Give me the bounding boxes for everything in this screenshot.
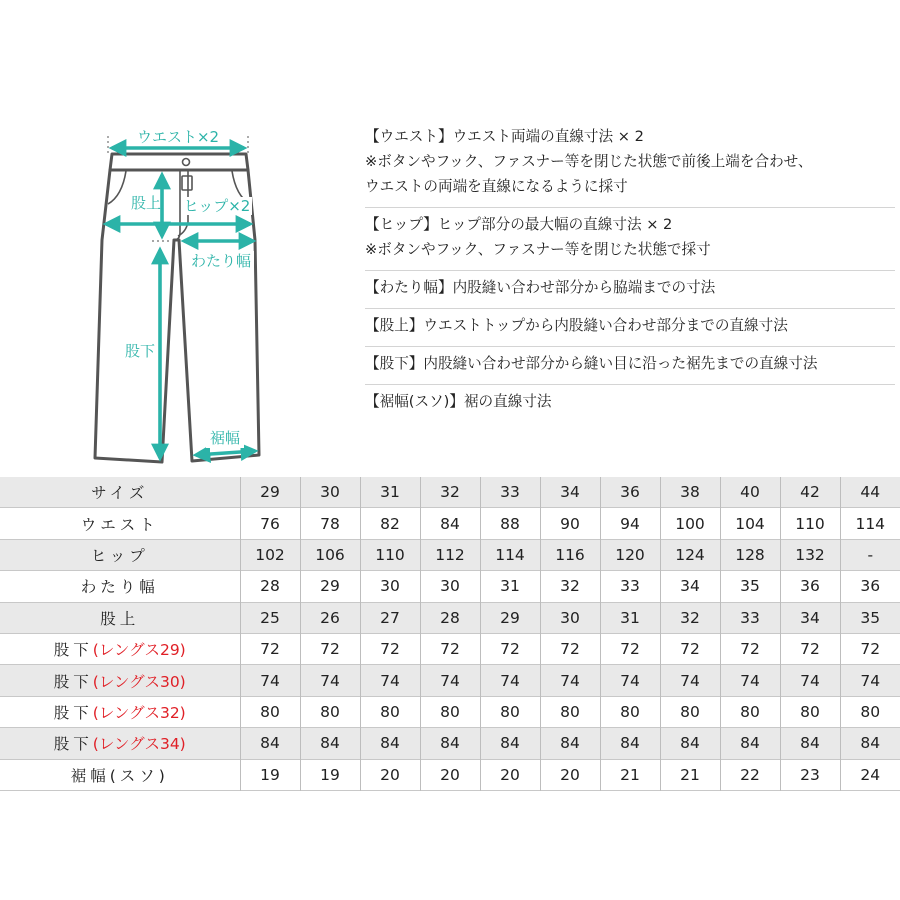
table-row — [0, 571, 900, 602]
table-cell: 19 — [300, 759, 360, 790]
table-cell: 72 — [420, 633, 480, 664]
table-cell: 74 — [240, 665, 300, 696]
rise-label: 股上 — [130, 194, 162, 212]
desc-line: 【ヒップ】ヒップ部分の最大幅の直線寸法 × 2 — [365, 216, 673, 233]
table-cell: 84 — [780, 728, 840, 759]
table-header-row — [0, 477, 900, 508]
row-label — [0, 571, 240, 602]
desc-line: 【裾幅(スソ)】裾の直線寸法 — [365, 393, 552, 410]
table-cell: 80 — [720, 696, 780, 727]
table-cell: 72 — [600, 633, 660, 664]
row-label-text: 股下 — [53, 641, 93, 660]
table-cell: 27 — [360, 602, 420, 633]
table-cell: 72 — [480, 633, 540, 664]
table-cell: 84 — [720, 728, 780, 759]
pants-measurement-diagram — [0, 0, 360, 470]
table-cell: 120 — [600, 539, 660, 570]
table-cell: 116 — [540, 539, 600, 570]
table-cell: 74 — [540, 665, 600, 696]
desc-hem — [365, 385, 895, 422]
table-cell: 104 — [720, 508, 780, 539]
table-cell: 74 — [840, 665, 900, 696]
table-cell: 21 — [660, 759, 720, 790]
row-label-text: 裾幅(スソ) — [70, 766, 169, 785]
size-header-cell: 44 — [840, 477, 900, 508]
table-cell: 25 — [240, 602, 300, 633]
table-cell: 80 — [300, 696, 360, 727]
table-cell: 30 — [540, 602, 600, 633]
table-cell: 72 — [300, 633, 360, 664]
row-label — [0, 728, 240, 759]
table-cell: 132 — [780, 539, 840, 570]
table-cell: 84 — [600, 728, 660, 759]
desc-waist — [365, 120, 895, 208]
row-label-text: 股下 — [53, 703, 93, 722]
row-label — [0, 696, 240, 727]
table-cell: 32 — [540, 571, 600, 602]
table-cell: 20 — [480, 759, 540, 790]
table-cell: 84 — [300, 728, 360, 759]
size-header-cell: 33 — [480, 477, 540, 508]
row-label — [0, 539, 240, 570]
table-cell: 24 — [860, 765, 881, 784]
table-cell: 84 — [420, 508, 480, 539]
table-cell: 31 — [480, 571, 540, 602]
table-cell: 80 — [660, 696, 720, 727]
size-table — [0, 477, 900, 791]
table-cell: 31 — [600, 602, 660, 633]
table-cell: 30 — [420, 571, 480, 602]
table-cell: 28 — [420, 602, 480, 633]
size-header-cell: 29 — [240, 477, 300, 508]
table-cell: 72 — [720, 633, 780, 664]
desc-thigh — [365, 271, 895, 309]
row-label — [0, 759, 240, 790]
row-label-length: (レングス30) — [92, 672, 186, 691]
table-cell: 88 — [480, 508, 540, 539]
row-label-text: 股下 — [53, 672, 93, 691]
table-cell: 84 — [840, 728, 900, 759]
table-cell: 26 — [300, 602, 360, 633]
table-cell: 29 — [300, 571, 360, 602]
desc-inseam — [365, 347, 895, 385]
table-cell: 74 — [600, 665, 660, 696]
table-cell: 80 — [860, 702, 881, 721]
table-cell: 74 — [360, 665, 420, 696]
table-cell: 76 — [240, 508, 300, 539]
table-row — [0, 728, 900, 759]
table-cell: 84 — [480, 728, 540, 759]
table-cell: 80 — [360, 696, 420, 727]
table-cell: 90 — [540, 508, 600, 539]
measurement-descriptions — [365, 120, 895, 422]
row-label — [0, 477, 240, 508]
table-cell: 35 — [720, 571, 780, 602]
table-cell: 36 — [860, 577, 881, 596]
desc-line: ※ボタンやフック、ファスナー等を閉じた状態で前後上端を合わせ、 — [365, 153, 813, 170]
row-label-text: 股下 — [53, 735, 93, 754]
row-label-length: (レングス32) — [92, 703, 186, 722]
table-cell: 84 — [360, 728, 420, 759]
row-label-text: ウエスト — [80, 515, 159, 534]
desc-hip — [365, 208, 895, 271]
table-row — [0, 759, 900, 790]
table-cell: 106 — [300, 539, 360, 570]
table-cell: 72 — [240, 633, 300, 664]
table-cell: 32 — [660, 602, 720, 633]
table-cell: 74 — [300, 665, 360, 696]
table-cell: 114 — [480, 539, 540, 570]
table-cell: 110 — [360, 539, 420, 570]
table-cell: 74 — [480, 665, 540, 696]
hem-label: 裾幅 — [209, 429, 241, 447]
table-cell: 84 — [540, 728, 600, 759]
size-header-cell: 31 — [360, 477, 420, 508]
size-header-cell: 38 — [660, 477, 720, 508]
inseam-label: 股下 — [124, 342, 156, 360]
hip-label: ヒップ×2 — [183, 197, 251, 215]
table-cell: 23 — [780, 759, 840, 790]
table-row — [0, 539, 900, 570]
table-cell: 80 — [480, 696, 540, 727]
table-row — [0, 508, 900, 539]
table-cell: 80 — [600, 696, 660, 727]
table-cell: 110 — [780, 508, 840, 539]
table-cell: 100 — [660, 508, 720, 539]
table-row — [0, 696, 900, 727]
table-cell: 72 — [660, 633, 720, 664]
table-cell: 114 — [855, 514, 886, 533]
size-header-cell: 36 — [600, 477, 660, 508]
table-cell: - — [840, 539, 900, 570]
desc-line: 【わたり幅】内股縫い合わせ部分から脇端までの寸法 — [365, 279, 716, 296]
table-cell: 94 — [600, 508, 660, 539]
table-cell: 80 — [780, 696, 840, 727]
table-cell: 74 — [780, 665, 840, 696]
table-cell: 34 — [660, 571, 720, 602]
table-cell: 80 — [240, 696, 300, 727]
table-cell: 80 — [540, 696, 600, 727]
size-header-cell: 32 — [420, 477, 480, 508]
table-cell: 20 — [420, 759, 480, 790]
table-row — [0, 602, 900, 633]
table-cell: 112 — [420, 539, 480, 570]
table-cell: 74 — [660, 665, 720, 696]
table-cell: 84 — [240, 728, 300, 759]
table-cell: 34 — [780, 602, 840, 633]
table-cell: 84 — [420, 728, 480, 759]
size-header-cell: 34 — [540, 477, 600, 508]
table-cell: 80 — [420, 696, 480, 727]
table-cell: 30 — [360, 571, 420, 602]
table-cell: 74 — [720, 665, 780, 696]
size-header-cell: 40 — [720, 477, 780, 508]
row-label — [0, 633, 240, 664]
table-cell: 74 — [420, 665, 480, 696]
table-cell: 84 — [660, 728, 720, 759]
table-cell: 29 — [480, 602, 540, 633]
row-label-text: わたり幅 — [80, 578, 159, 597]
table-cell: 102 — [240, 539, 300, 570]
table-cell: 72 — [860, 640, 881, 659]
table-cell: 21 — [600, 759, 660, 790]
table-cell: 72 — [540, 633, 600, 664]
table-cell: 72 — [780, 633, 840, 664]
table-cell: 35 — [840, 602, 900, 633]
desc-line: 【股上】ウエストトップから内股縫い合わせ部分までの直線寸法 — [365, 317, 788, 334]
table-cell: 20 — [540, 759, 600, 790]
desc-line: 【ウエスト】ウエスト両端の直線寸法 × 2 — [365, 128, 644, 145]
thigh-label: わたり幅 — [190, 252, 252, 270]
table-cell: 36 — [780, 571, 840, 602]
row-label — [0, 665, 240, 696]
row-label — [0, 508, 240, 539]
waist-label: ウエスト×2 — [136, 128, 220, 146]
table-cell: 82 — [360, 508, 420, 539]
table-cell: 72 — [360, 633, 420, 664]
size-header-cell: 30 — [300, 477, 360, 508]
table-cell: 128 — [720, 539, 780, 570]
row-label-text: 股上 — [100, 609, 140, 628]
row-label — [0, 602, 240, 633]
table-cell: 28 — [240, 571, 300, 602]
table-row — [0, 633, 900, 664]
row-label-length: (レングス34) — [92, 735, 186, 754]
table-cell: 19 — [240, 759, 300, 790]
table-cell: 124 — [660, 539, 720, 570]
desc-line: ウエストの両端を直線になるように採寸 — [365, 178, 628, 195]
row-label-text: サイズ — [91, 484, 149, 503]
table-cell: 20 — [360, 759, 420, 790]
table-cell: 33 — [600, 571, 660, 602]
table-cell: 33 — [720, 602, 780, 633]
desc-line: ※ボタンやフック、ファスナー等を閉じた状態で採寸 — [365, 241, 711, 258]
row-label-length: (レングス29) — [92, 641, 186, 660]
desc-line: 【股下】内股縫い合わせ部分から縫い目に沿った裾先までの直線寸法 — [365, 355, 818, 372]
size-header-cell: 42 — [780, 477, 840, 508]
table-cell: 22 — [720, 759, 780, 790]
table-row — [0, 665, 900, 696]
desc-rise — [365, 309, 895, 347]
table-cell: 78 — [300, 508, 360, 539]
row-label-text: ヒップ — [90, 546, 149, 565]
